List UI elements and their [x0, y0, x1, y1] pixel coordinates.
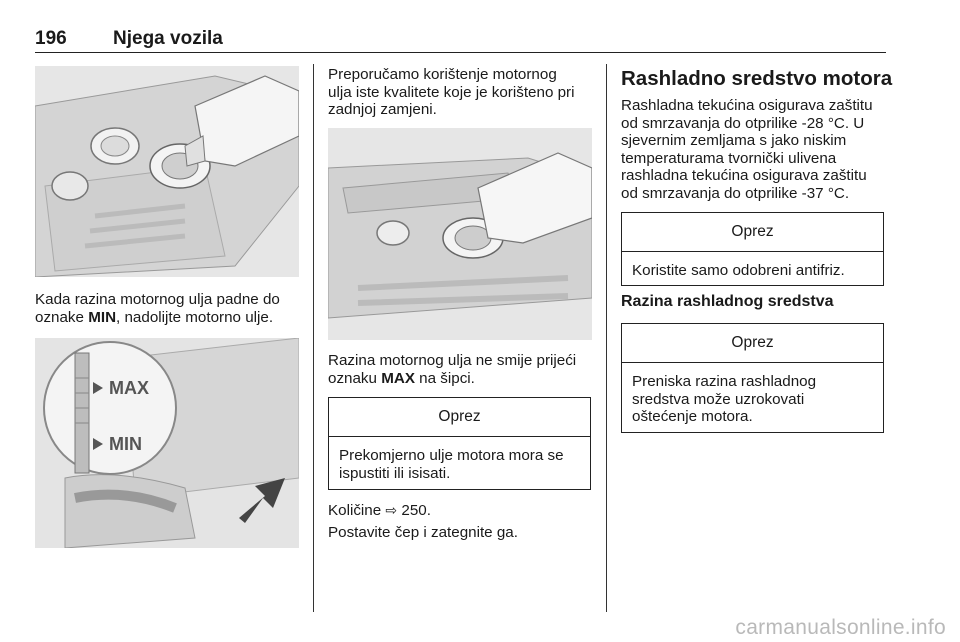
engine-oil-filler-illustration: [35, 66, 299, 277]
caution-box: [621, 212, 884, 286]
text-line: Prekomjerno ulje motora mora se: [339, 447, 564, 464]
text-line: [328, 370, 598, 388]
text-line: oštećenje motora.: [632, 408, 753, 425]
text-line: sjevernim zemljama s jako niskim: [621, 132, 847, 149]
column-divider: [313, 64, 314, 612]
oil-level-text: [328, 352, 598, 387]
min-mark: MIN: [88, 308, 117, 326]
caution-title: Oprez: [329, 398, 590, 437]
caution-text: [622, 363, 883, 426]
watermark: carmanualsonline.info: [735, 616, 946, 639]
max-mark: MAX: [381, 369, 415, 387]
caution-box: [621, 323, 884, 433]
text-span: , nadolijte motorno ulje.: [116, 308, 274, 326]
min-mark-label: MIN: [109, 434, 142, 454]
coolant-heading: Rashladno sredstvo motora: [621, 67, 893, 90]
instruction-text: [35, 291, 305, 326]
quantities-reference: [328, 502, 598, 521]
caution-text: [329, 437, 590, 482]
text-line: Koristite samo odobreni antifriz.: [632, 262, 845, 279]
max-mark-label: MAX: [109, 378, 149, 398]
dipstick-illustration: [35, 338, 299, 548]
text-line: ispustiti ili isisati.: [339, 464, 451, 482]
caution-text: [622, 252, 883, 280]
coolant-level-subheading: Razina rashladnog sredstva: [621, 293, 834, 310]
text-line: zadnjoj zamjeni.: [328, 101, 437, 118]
page-header: [35, 28, 886, 53]
text-line: sredstva može uzrokovati: [632, 390, 805, 408]
text-line: od smrzavanja do otprilike -37 °C.: [621, 184, 850, 202]
text-line: rashladna tekućina osigurava zaštitu: [621, 167, 867, 184]
text-line: Razina motornog ulja ne smije prijeći: [328, 352, 577, 369]
page-number: 196: [35, 28, 67, 49]
text-span: oznake: [35, 308, 89, 326]
caution-title: Oprez: [622, 324, 883, 363]
caution-box: [328, 397, 591, 490]
recommendation-text: [328, 66, 598, 119]
text-line: temperaturama tvornički ulivena: [621, 149, 837, 167]
text-span: Količine: [328, 502, 382, 519]
coolant-text: [621, 97, 896, 202]
column-divider: [606, 64, 607, 612]
cap-instruction: Postavite čep i zategnite ga.: [328, 524, 518, 541]
text-line: Rashladna tekućina osigurava zaštitu: [621, 97, 873, 114]
text-line: Kada razina motornog ulja padne do: [35, 291, 280, 308]
caution-title: Oprez: [622, 213, 883, 252]
text-line: ulja iste kvalitete koje je korišteno pri: [328, 83, 575, 101]
text-line: [35, 309, 305, 327]
page-reference-arrow-icon: ⇨: [385, 503, 398, 519]
text-span: oznaku: [328, 369, 382, 387]
text-line: Preporučamo korištenje motornog: [328, 66, 557, 83]
text-span: na šipci.: [414, 369, 475, 387]
engine-oil-filler-illustration: [328, 128, 592, 340]
text-line: od smrzavanja do otprilike -28 °C. U: [621, 114, 865, 132]
section-title: Njega vozila: [113, 28, 223, 49]
page-reference-link[interactable]: 250.: [401, 502, 431, 519]
text-line: Preniska razina rashladnog: [632, 373, 817, 390]
